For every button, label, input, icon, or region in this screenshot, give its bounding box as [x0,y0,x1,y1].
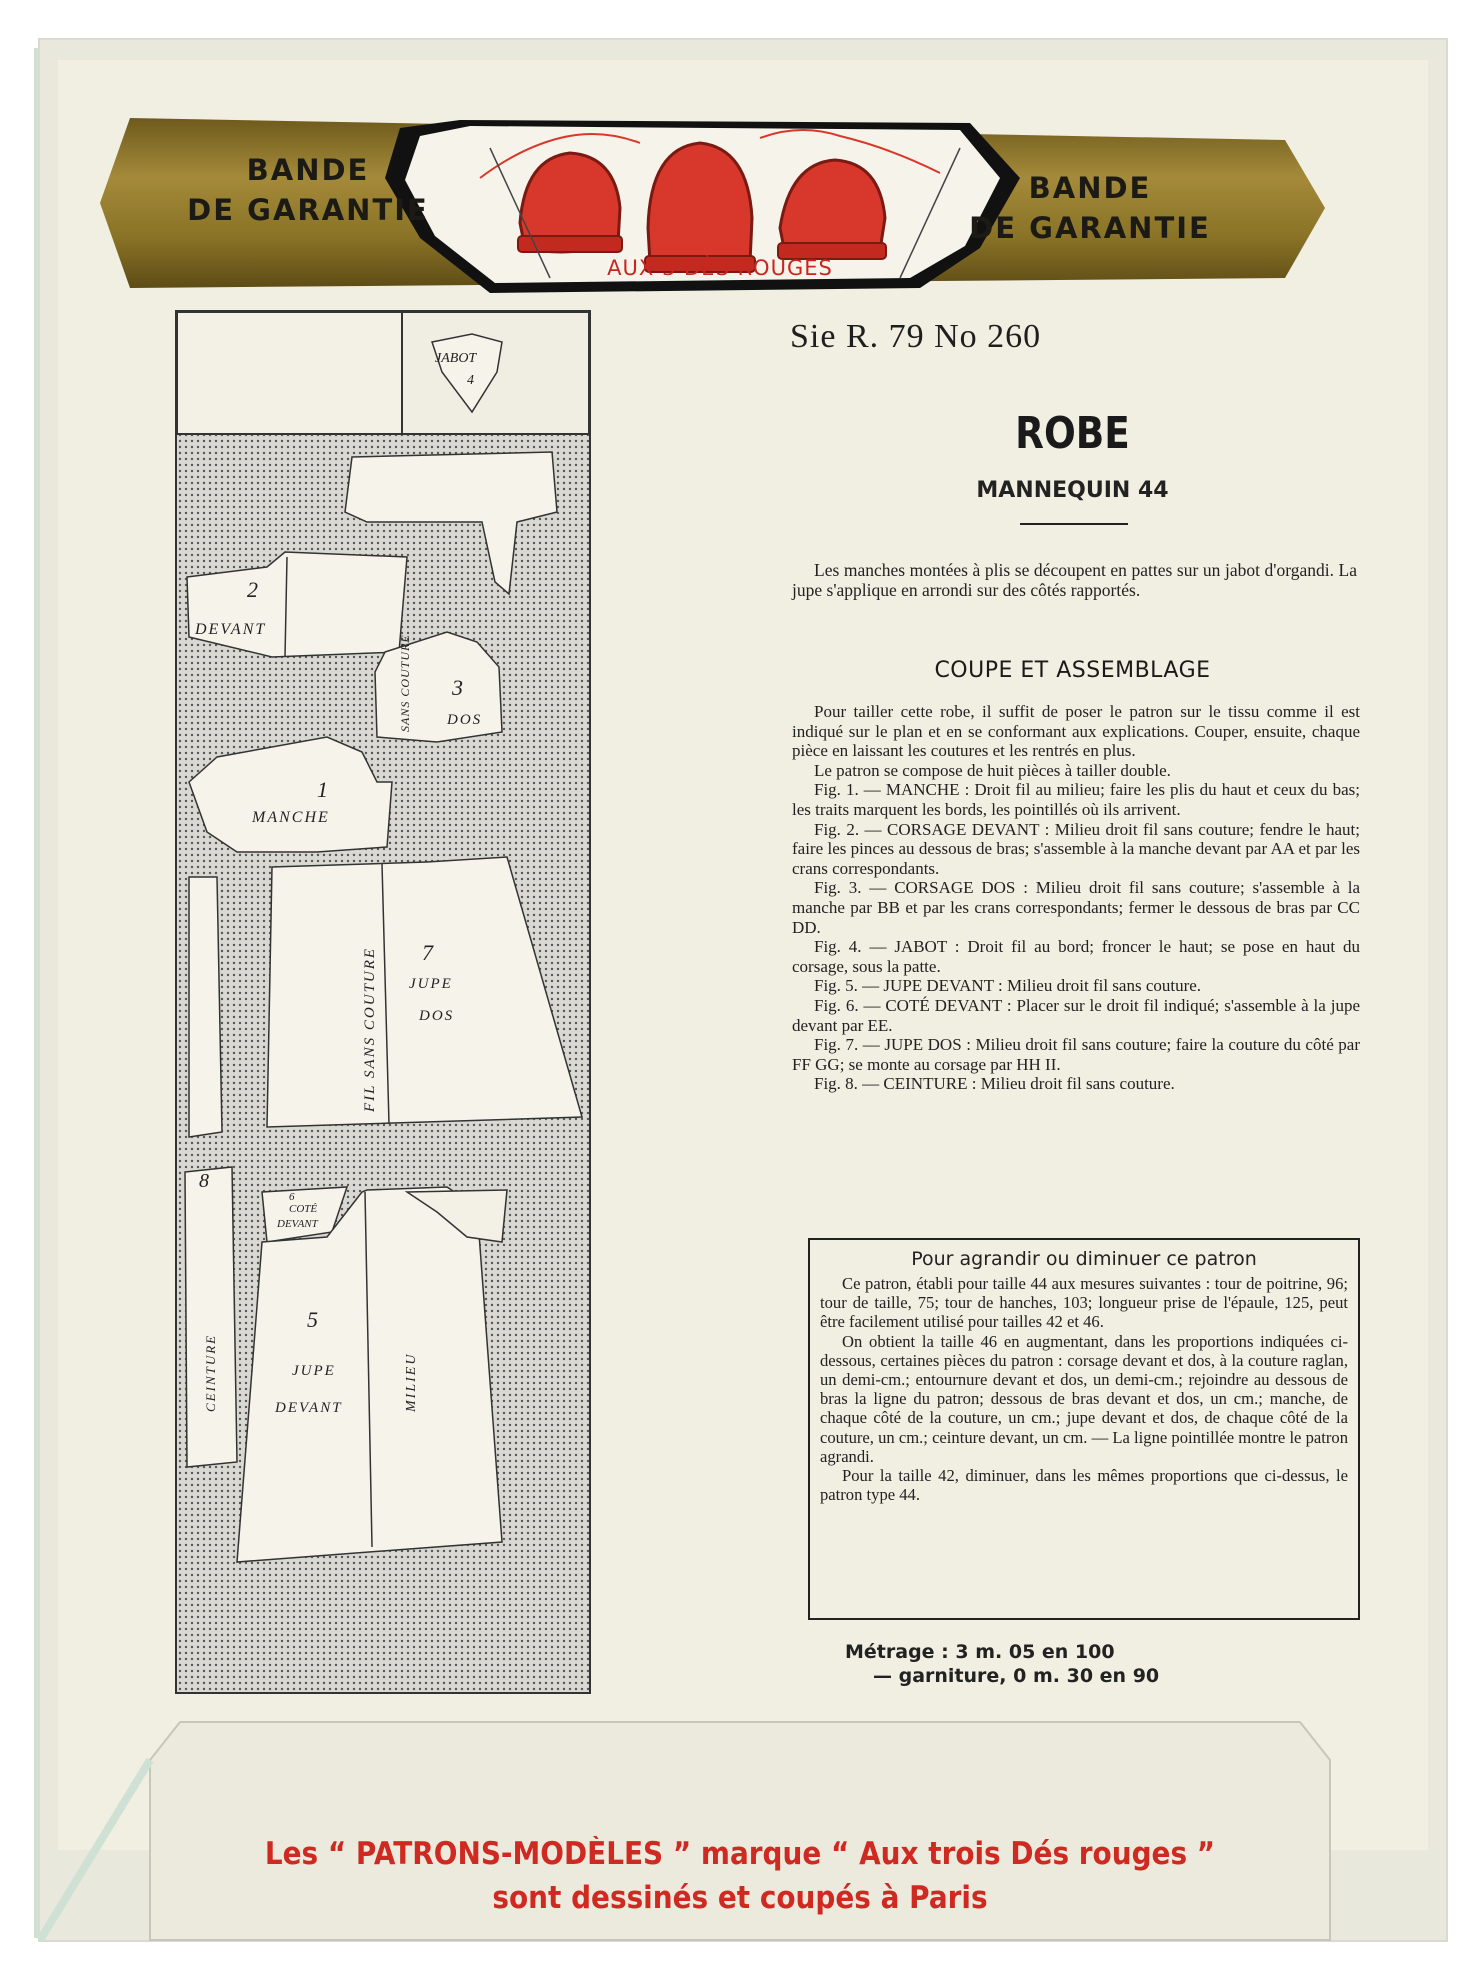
pattern-title: ROBE [1015,408,1130,459]
resize-box-title: Pour agrandir ou diminuer ce patron [911,1248,1257,1270]
piece-label-dos: DOS [447,712,483,728]
band-label-left: BANDE DE GARANTIE [187,153,429,227]
envelope-flap-graphic [0,1700,1480,1960]
instruction-paragraph: Fig. 4. — JABOT : Droit fil au bord; froncer le haut; se pose en haut du corsage, sous la patte. [792,937,1360,976]
title-divider [1020,523,1128,525]
piece-label-cote-devant: DEVANT [277,1218,318,1230]
side-text-sans-couture: SANS COUTURE [398,634,412,732]
pattern-layout-drawing [177,312,589,1692]
assembly-instructions [792,702,1360,1094]
piece-num-devant: 2 [247,577,258,602]
instruction-paragraph: Fig. 3. — CORSAGE DOS : Milieu droit fil sans couture; s'assemble à la manche par BB et par les crans correspondants; fermer le dessous de bras par CC DD. [792,878,1360,937]
instruction-paragraph: Fig. 5. — JUPE DEVANT : Milieu droit fil sans couture. [814,976,1202,996]
piece-label-cote: COTÉ [289,1203,318,1215]
instruction-paragraph: Fig. 7. — JUPE DOS : Milieu droit fil sans couture; faire la couture du côté par FF GG; se monte au corsage par HH II. [792,1035,1360,1074]
instruction-paragraph: Fig. 1. — MANCHE : Droit fil au milieu; faire les plis du haut et ceux du bas; les traits marquent les bords, les pointillés où ils arrivent. [792,780,1360,819]
fabric-yardage [845,1640,1159,1688]
resize-box [808,1238,1360,1620]
side-text-fil-sans-couture: FIL SANS COUTURE [362,946,378,1112]
instruction-paragraph: Fig. 8. — CEINTURE : Milieu droit fil sans couture. [814,1074,1175,1094]
yardage-line: Métrage : 3 m. 05 en 100 [845,1641,1115,1663]
piece-label-jabot: JABOT [435,351,477,366]
piece-num-jabot: 4 [467,373,474,388]
piece-label-jupe-devant-1: JUPE [292,1363,336,1379]
piece-label-manche: MANCHE [252,809,330,826]
piece-num-dos: 3 [452,675,463,700]
piece-num-cote: 6 [289,1191,295,1203]
piece-num-jupe-devant: 5 [307,1307,318,1332]
resize-box-text [820,1274,1348,1504]
piece-label-jupe-dos-1: JUPE [409,976,453,992]
resize-paragraph: On obtient la taille 46 en augmentant, dans les proportions indiquées ci-dessous, certaines pièces du patron : corsage devant et dos, à la couture raglan, un demi-cm.; entournure devant et dos, un demi-cm.; rejoindre au dessous de bras la ligne du patron; dessous de bras devant et dos, un cm.; manche, de chaque côté de la couture, un cm.; jupe devant et dos, de chaque côté de la couture, un cm.; ceinture devant, un cm. — La ligne pointillée montre le patron agrandi. [820,1331,1348,1466]
intro-text: Les manches montées à plis se découpent en pattes sur un jabot d'organdi. La jupe s'applique en arrondi sur des côtés rapportés. [792,560,1357,600]
pattern-layout [175,310,591,1694]
resize-paragraph: Pour la taille 42, diminuer, dans les mêmes proportions que ci-dessus, le patron type 44. [820,1466,1348,1505]
piece-label-jupe-devant-2: DEVANT [275,1400,343,1416]
piece-num-jupe-dos: 7 [422,940,433,965]
footer-line: sont dessinés et coupés à Paris [492,1880,988,1916]
brand-caption: AUX 3 DÈS ROUGES [607,256,833,280]
instruction-paragraph: Le patron se compose de huit pièces à tailler double. [814,760,1171,780]
instruction-paragraph: Pour tailler cette robe, il suffit de poser le patron sur le tissu comme il est indiqué sur le plan et en se conformant aux explications. Couper, ensuite, chaque pièce en laissant les coutures et les rentrés en plus. [792,702,1360,761]
instruction-paragraph: Fig. 2. — CORSAGE DEVANT : Milieu droit fil sans couture; fendre le haut; faire les pinces au dessous de bras; s'assemble à la manche devant par AA et par les crans correspondants. [792,819,1360,878]
pattern-reference: Sie R. 79 No 260 [790,318,1042,355]
piece-num-manche: 1 [317,777,328,802]
piece-label-jupe-dos-2: DOS [419,1008,455,1024]
yardage-line: — garniture, 0 m. 30 en 90 [873,1665,1160,1687]
side-text-milieu: MILIEU [404,1352,419,1412]
instruction-paragraph: Fig. 6. — COTÉ DEVANT : Placer sur le droit fil indiqué; s'assemble à la jupe devant par EE. [792,995,1360,1035]
pattern-subtitle: MANNEQUIN 44 [976,478,1169,503]
guarantee-band [100,118,1330,298]
envelope-flap [0,1700,1480,1960]
piece-num-ceinture: 8 [199,1170,209,1192]
piece-label-ceinture: CEINTURE [203,1333,218,1412]
footer-line: Les “ PATRONS-MODÈLES ” marque “ Aux trois Dés rouges ” [264,1836,1216,1872]
section-title: COUPE ET ASSEMBLAGE [934,658,1211,683]
resize-paragraph: Ce patron, établi pour taille 44 aux mesures suivantes : tour de poitrine, 96; tour de taille, 75; tour de hanches, 103; longueur prise de l'épaule, 125, peut être facilement utilisé pour tailles 42 et 46. [820,1274,1348,1332]
band-label-right: BANDE DE GARANTIE [969,171,1211,245]
piece-label-devant: DEVANT [195,621,267,638]
footer-tagline [200,1832,1280,1920]
